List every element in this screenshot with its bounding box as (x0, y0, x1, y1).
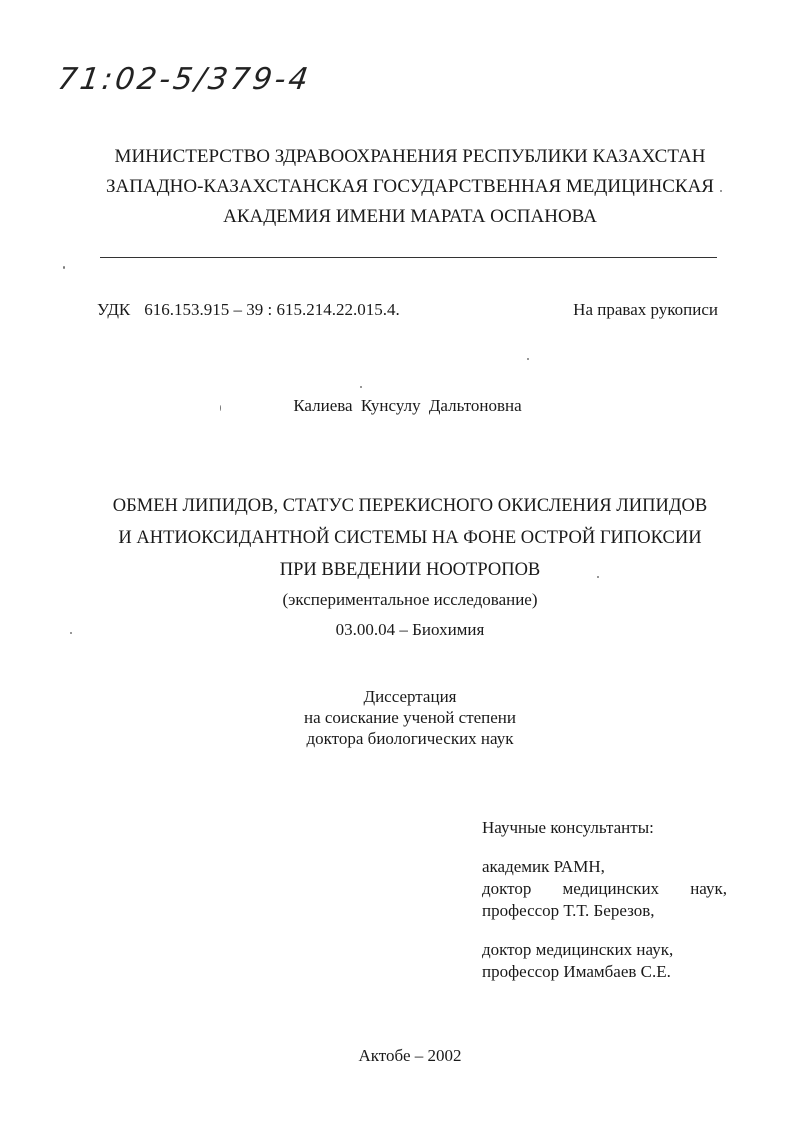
title-line-2: И АНТИОКСИДАНТНОЙ СИСТЕМЫ НА ФОНЕ ОСТРОЙ ГИПОКСИИ (118, 528, 702, 548)
scan-speck (720, 190, 722, 192)
scan-speck (70, 632, 72, 634)
consultant-1-line-1: академик РАМН, (482, 857, 605, 876)
specialty-code: 03.00.04 – Биохимия (335, 620, 485, 639)
consultant-2-line-1: доктор медицинских наук, (482, 940, 674, 959)
consultants-heading: Научные консультанты: (482, 818, 654, 837)
title-line-3: ПРИ ВВЕДЕНИИ НООТРОПОВ (279, 560, 541, 580)
degree-line-3: доктора биологических наук (306, 729, 514, 748)
scan-speck (360, 386, 362, 388)
scan-speck (527, 358, 529, 360)
archive-code-handwritten: 71:02-5/379-4 (55, 62, 314, 97)
consultant-berezov (482, 856, 727, 922)
udk-line (97, 300, 400, 320)
consultant-2-line-2: профессор Имамбаев С.Е. (482, 962, 671, 981)
title-line-1: ОБМЕН ЛИПИДОВ, СТАТУС ПЕРЕКИСНОГО ОКИСЛЕНИЯ ЛИПИДОВ (112, 496, 708, 516)
degree-line-1: Диссертация (363, 687, 457, 706)
udk-code: 616.153.915 – 39 : 615.214.22.015.4. (144, 300, 400, 319)
scan-speck (63, 266, 65, 269)
institution-line-3: АКАДЕМИЯ ИМЕНИ МАРАТА ОСПАНОВА (223, 206, 597, 227)
research-type: (экспериментальное исследование) (282, 590, 538, 609)
place-and-year: Актобе – 2002 (358, 1046, 462, 1065)
dissertation-title (60, 490, 760, 586)
institution-header (60, 142, 760, 232)
consultant-1-line-3: профессор Т.Т. Березов, (482, 901, 655, 920)
udk-label: УДК (97, 300, 131, 319)
consultant-imambaev (482, 939, 727, 983)
degree-statement (60, 686, 760, 749)
consultant-1-line-2: доктор медицинских наук, (482, 879, 727, 898)
scientific-consultants (482, 817, 727, 1000)
header-divider (100, 257, 717, 258)
scan-speck (597, 576, 599, 578)
manuscript-rights: На правах рукописи (573, 300, 718, 319)
author-name: Калиева Кунсулу Дальтоновна (293, 396, 522, 415)
institution-line-1: МИНИСТЕРСТВО ЗДРАВООХРАНЕНИЯ РЕСПУБЛИКИ КАЗАХСТАН (114, 146, 706, 167)
degree-line-2: на соискание ученой степени (303, 708, 517, 727)
scan-speck (220, 405, 221, 411)
institution-line-2: ЗАПАДНО-КАЗАХСТАНСКАЯ ГОСУДАРСТВЕННАЯ МЕДИЦИНСКАЯ (106, 176, 714, 197)
